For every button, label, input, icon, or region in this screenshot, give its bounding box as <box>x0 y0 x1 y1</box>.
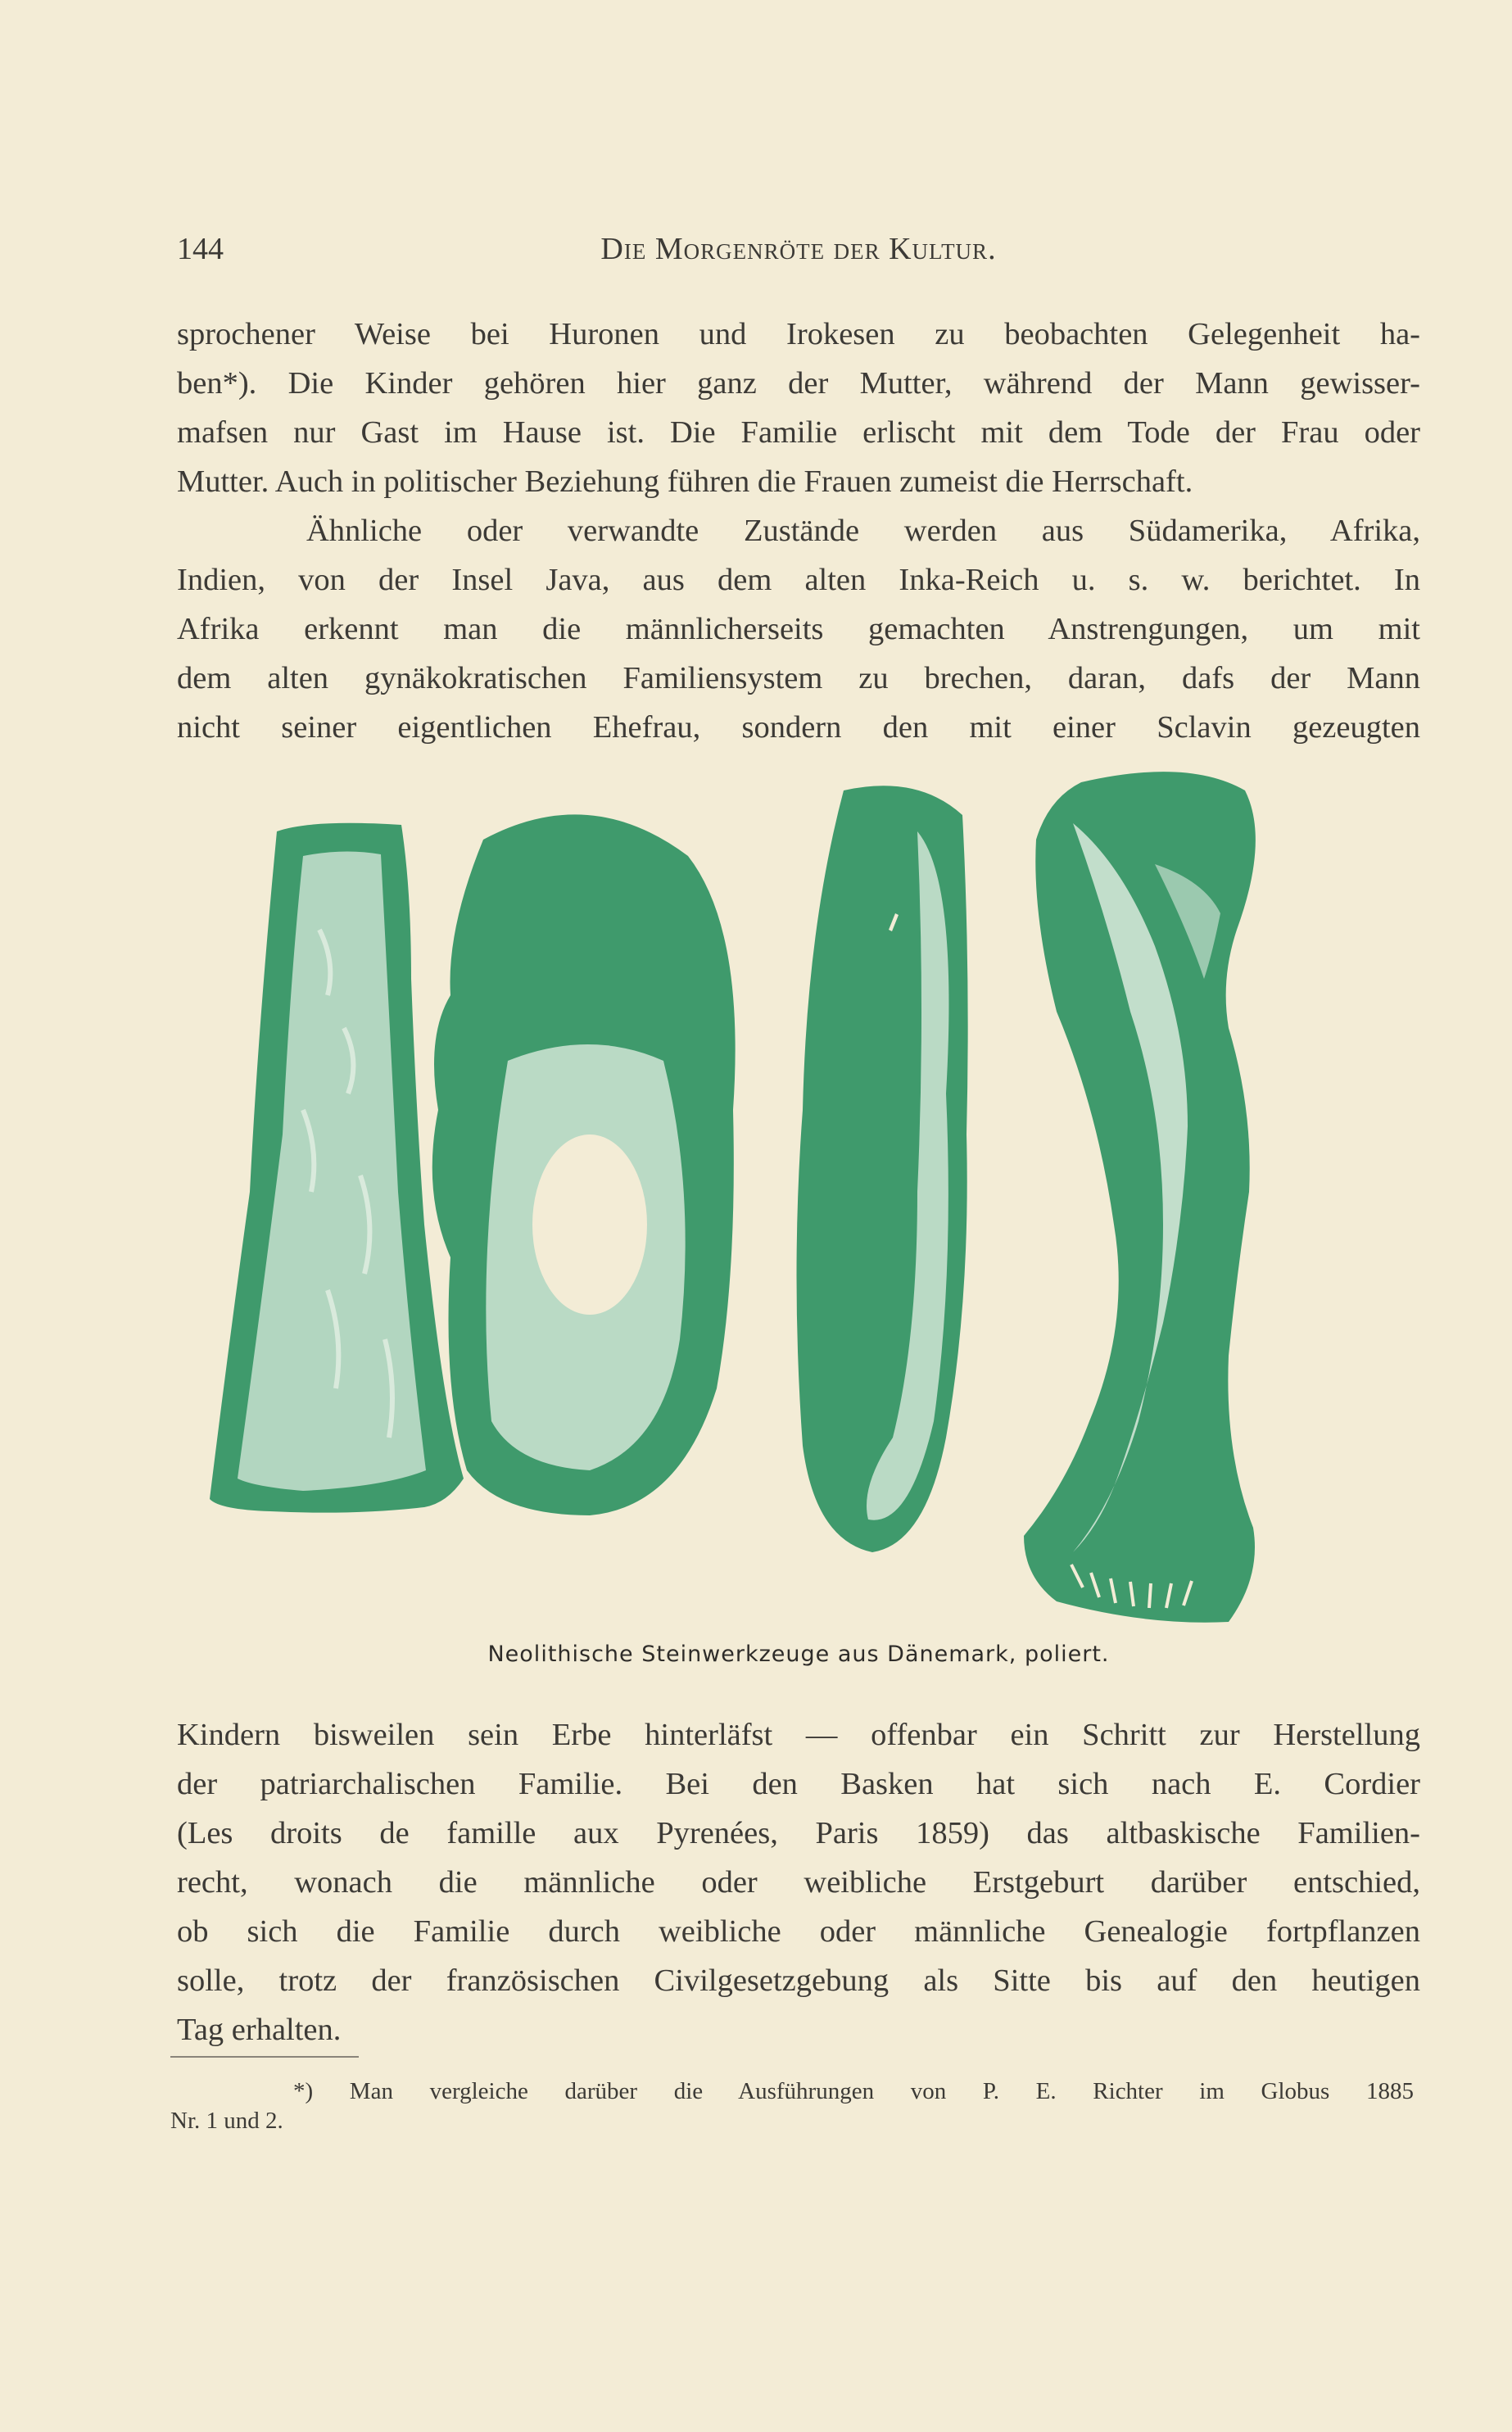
text-line: nicht seiner eigentlichen Ehefrau, sondern den mit einer Sclavin gezeugten <box>177 710 1420 745</box>
text-line: solle, trotz der französischen Civilgesetzgebung als Sitte bis auf den heutigen <box>177 1963 1420 1998</box>
elongated-stone-drawing <box>797 786 968 1552</box>
footnote <box>170 2076 1414 2135</box>
footnote-line: Nr. 1 und 2. <box>170 2108 283 2134</box>
flint-axe-drawing <box>210 823 464 1513</box>
curved-adze-drawing <box>1024 772 1256 1623</box>
text-line: sprochener Weise bei Huronen und Irokesen zu beobachten Gelegenheit ha- <box>177 317 1420 351</box>
text-line: Tag erhalten. <box>177 2013 342 2047</box>
text-line: mafsen nur Gast im Hause ist. Die Familie erlischt mit dem Tode der Frau oder <box>177 415 1420 450</box>
text-line: Ähnliche oder verwandte Zustände werden aus Südamerika, Afrika, <box>306 514 1420 548</box>
page-header <box>177 231 1420 272</box>
stone-tools-illustration <box>205 766 1343 1651</box>
footnote-line: *) Man vergleiche darüber die Ausführungen von P. E. Richter im Globus 1885 <box>293 2078 1414 2104</box>
text-line: Mutter. Auch in politischer Beziehung führen die Frauen zumeist die Herrschaft. <box>177 464 1193 499</box>
page-number: 144 <box>177 232 224 266</box>
text-line: Afrika erkennt man die männlicherseits gemachten Anstrengungen, um mit <box>177 612 1420 646</box>
oval-stone-drawing <box>432 814 736 1515</box>
text-line: (Les droits de famille aux Pyrenées, Paris 1859) das altbaskische Familien- <box>177 1816 1420 1850</box>
text-line: Indien, von der Insel Java, aus dem alten Inka-Reich u. s. w. berichtet. In <box>177 563 1420 597</box>
top-paragraph <box>177 310 1420 752</box>
text-line: Kindern bisweilen sein Erbe hinterläfst — offenbar ein Schritt zur Herstellung <box>177 1718 1420 1752</box>
figure-caption: Neolithische Steinwerkzeuge aus Dänemark, poliert. <box>487 1642 1110 1667</box>
text-line: der patriarchalischen Familie. Bei den Basken hat sich nach E. Cordier <box>177 1767 1420 1801</box>
running-title: Die Morgenröte der Kultur. <box>600 232 997 266</box>
text-line: dem alten gynäkokratischen Familiensystem zu brechen, daran, dafs der Mann <box>177 661 1420 695</box>
text-line: ben*). Die Kinder gehören hier ganz der Mutter, während der Mann gewisser- <box>177 366 1420 401</box>
text-line: ob sich die Familie durch weibliche oder männliche Genealogie fortpflanzen <box>177 1914 1420 1949</box>
bottom-paragraph <box>177 1710 1420 2054</box>
footnote-divider <box>170 2056 359 2058</box>
text-line: recht, wonach die männliche oder weibliche Erstgeburt darüber entschied, <box>177 1865 1420 1900</box>
